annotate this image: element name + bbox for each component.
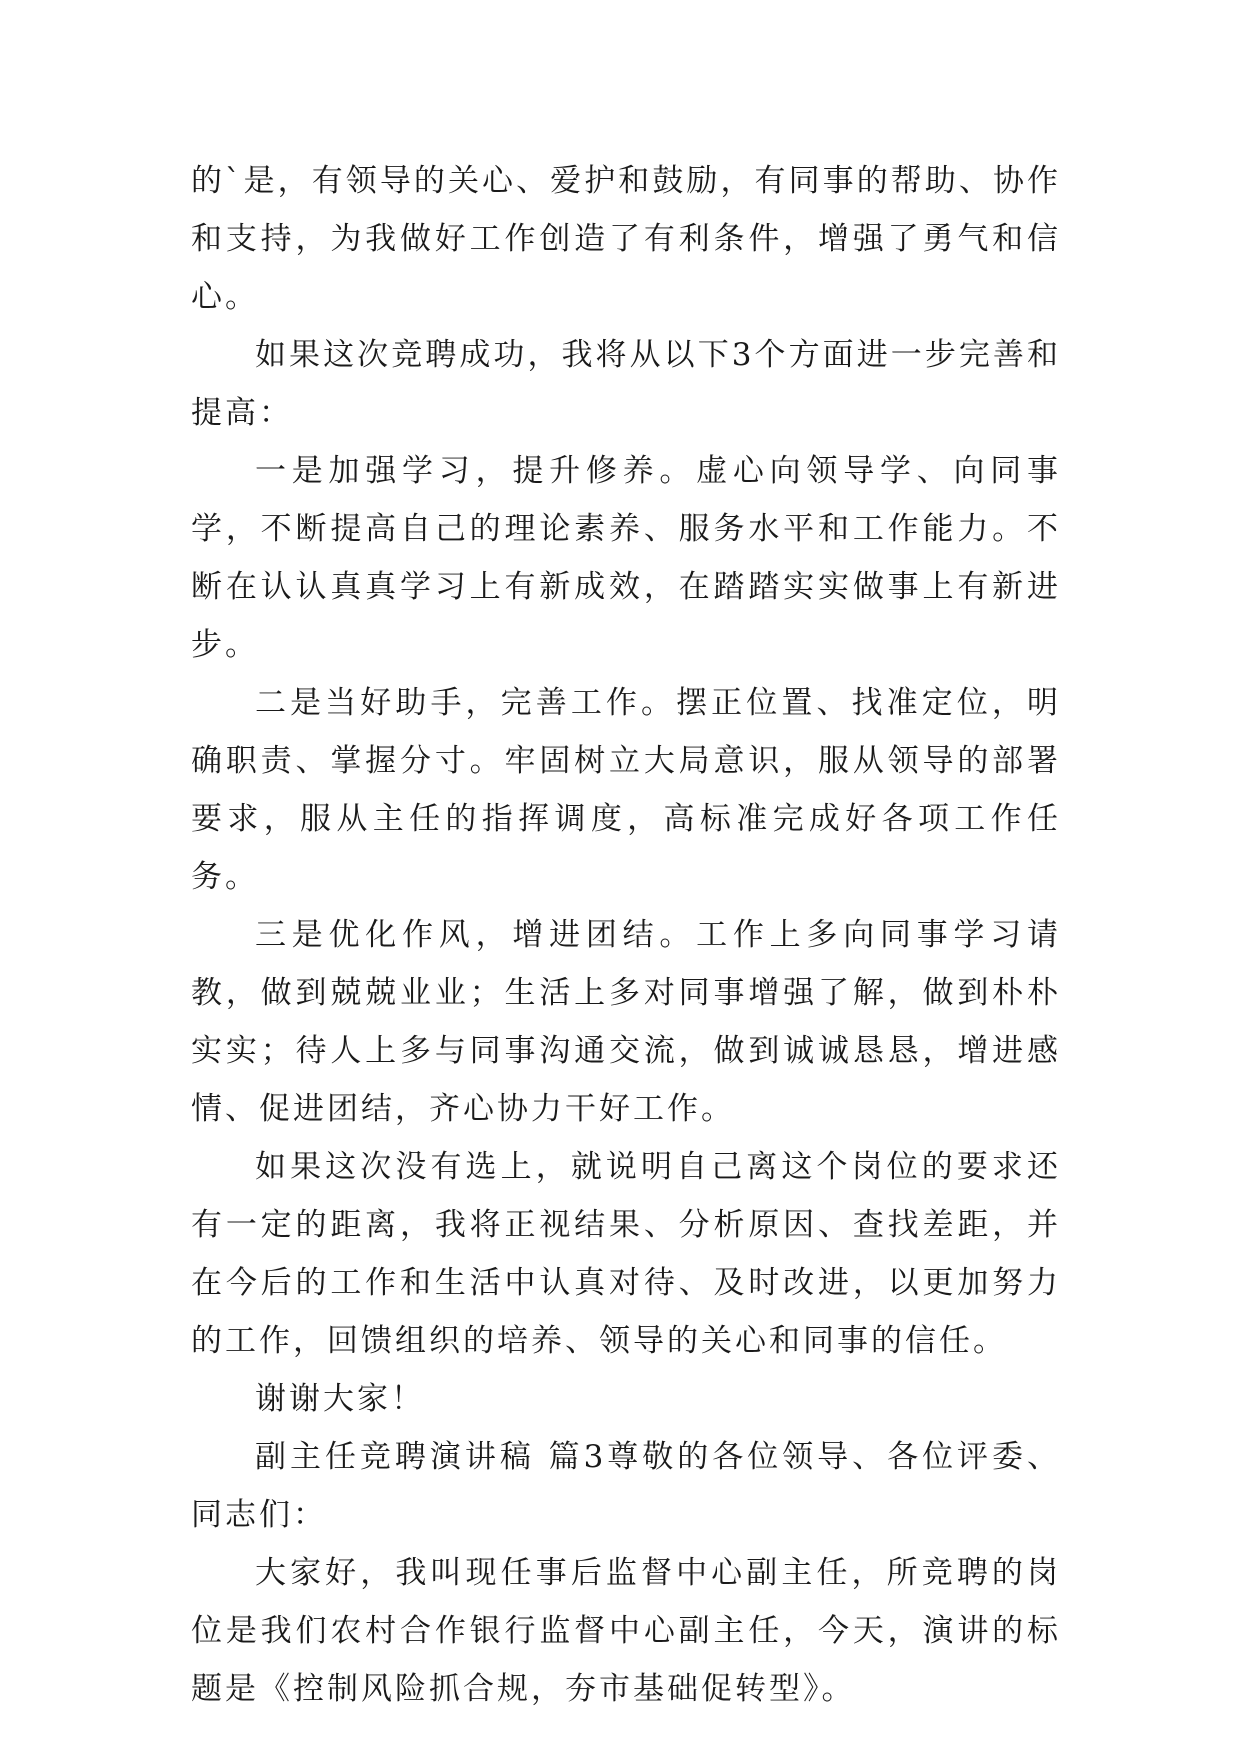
paragraph-1: 的`是，有领导的关心、爱护和鼓励，有同事的帮助、协作和支持，为我做好工作创造了有利条件，增强了勇气和信心。 (191, 163, 1061, 315)
paragraph-7: 谢谢大家！ (255, 1381, 425, 1417)
paragraph-5: 三是优化作风，增进团结。工作上多向同事学习请教，做到兢兢业业；生活上多对同事增强了解，做到朴朴实实；待人上多与同事沟通交流，做到诚诚恳恳，增进感情、促进团结，齐心协力干好工作。 (191, 917, 1061, 1127)
document-body (191, 152, 1061, 1718)
paragraph-9: 大家好，我叫现任事后监督中心副主任，所竞聘的岗位是我们农村合作银行监督中心副主任，今天，演讲的标题是《控制风险抓合规，夯市基础促转型》。 (191, 1555, 1061, 1707)
paragraph-2: 如果这次竞聘成功，我将从以下3个方面进一步完善和提高： (191, 337, 1061, 431)
paragraph-8: 副主任竞聘演讲稿 篇3尊敬的各位领导、各位评委、同志们： (191, 1439, 1061, 1533)
paragraph-3: 一是加强学习，提升修养。虚心向领导学、向同事学，不断提高自己的理论素养、服务水平和工作能力。不断在认认真真学习上有新成效，在踏踏实实做事上有新进步。 (191, 453, 1061, 663)
paragraph-6: 如果这次没有选上，就说明自己离这个岗位的要求还有一定的距离，我将正视结果、分析原因、查找差距，并在今后的工作和生活中认真对待、及时改进，以更加努力的工作，回馈组织的培养、领导的关心和同事的信任。 (191, 1149, 1061, 1359)
paragraph-4: 二是当好助手，完善工作。摆正位置、找准定位，明确职责、掌握分寸。牢固树立大局意识，服从领导的部署要求，服从主任的指挥调度，高标准完成好各项工作任务。 (191, 685, 1061, 895)
